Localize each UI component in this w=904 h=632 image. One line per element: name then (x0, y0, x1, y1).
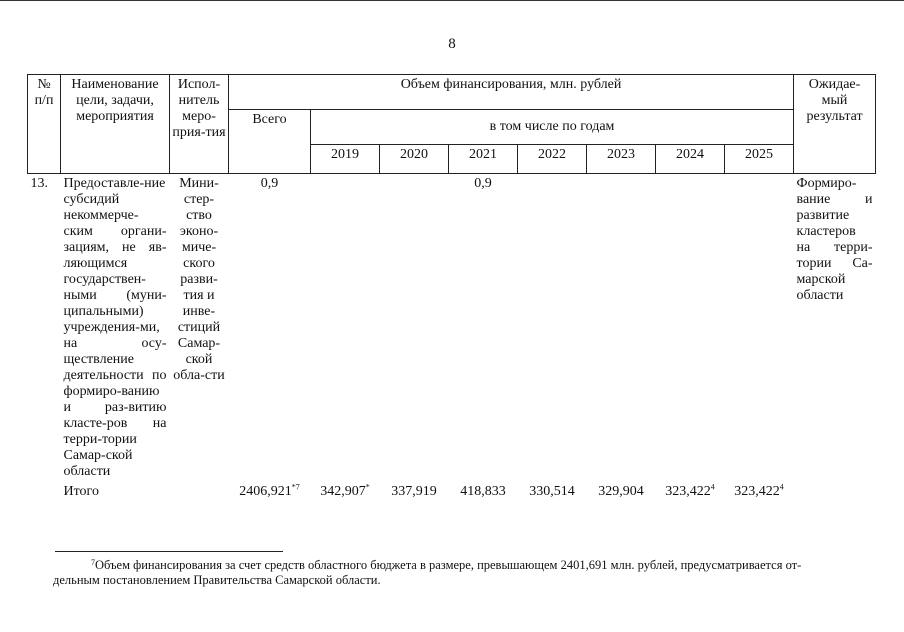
header-financing: Объем финансирования, млн. рублей (229, 75, 794, 110)
itogo-value-2025: 323,422$^4$ (734, 482, 784, 499)
financing-table (27, 74, 876, 502)
header-year-2022: 2022 (518, 145, 587, 174)
header-result: Ожидае-мый результат (794, 75, 876, 174)
header-year-2020: 2020 (380, 145, 449, 174)
row-num: 13. (30, 176, 48, 191)
itogo-value-2023: 329,904 (598, 484, 644, 499)
footnote-mark: 7 (91, 558, 95, 567)
header-num: № п/п (28, 75, 61, 174)
footnote-rule (55, 551, 283, 552)
row-value-2021: 0,9 (474, 176, 492, 191)
itogo-label: Итого (63, 484, 99, 499)
footnote (55, 555, 855, 588)
header-year-2023: 2023 (587, 145, 656, 174)
itogo-value-2020: 337,919 (391, 484, 437, 499)
header-year-2025: 2025 (725, 145, 794, 174)
row-total: 0,9 (260, 176, 279, 191)
header-year-2019: 2019 (311, 145, 380, 174)
page-number: 8 (448, 36, 456, 52)
itogo-row (28, 482, 876, 502)
header-executor: Испол-нитель меро-прия-тия (170, 75, 229, 174)
row-result: Формиро-вание и развитие кластеров на терри-тории Са-марской области (796, 176, 873, 303)
itogo-total: 2406,921$^{*7}$ (239, 482, 300, 499)
header-total: Всего (229, 110, 311, 174)
itogo-value-2024: 323,422$^4$ (665, 482, 715, 499)
header-year-2024: 2024 (656, 145, 725, 174)
header-year-2021: 2021 (449, 145, 518, 174)
header-name: Наименование цели, задачи, мероприятия (61, 75, 170, 174)
itogo-value-2022: 330,514 (529, 484, 575, 499)
itogo-value-2019: 342,907* (320, 482, 370, 499)
page-top-edge (0, 0, 904, 1)
table-row (28, 174, 876, 483)
itogo-value-2021: 418,833 (460, 484, 506, 499)
header-by-year: в том числе по годам (311, 110, 794, 145)
row-name: Предоставле-ние субсидий некоммерче-ским органи-зациям, не яв-ляющимся государствен-ными (муни-ципальными) учреждения-ми, на осу-ществление деятельности по формиро-ванию и раз-витию класте-ров на терри-тории Самар-ской области (63, 176, 167, 479)
footnote-line-1: $^7$Объем финансирования за счет средств областного бюджета в размере, превышающем 2401,691 млн. рублей, предусматривается от- (91, 558, 802, 572)
footnote-line-2: дельным постановлением Правительства Самарской области. (53, 573, 381, 587)
row-executor: Мини-стер-ство эконо-миче-ского разви-тия и инве-стиций Самар-ской обла-сти (173, 176, 225, 383)
